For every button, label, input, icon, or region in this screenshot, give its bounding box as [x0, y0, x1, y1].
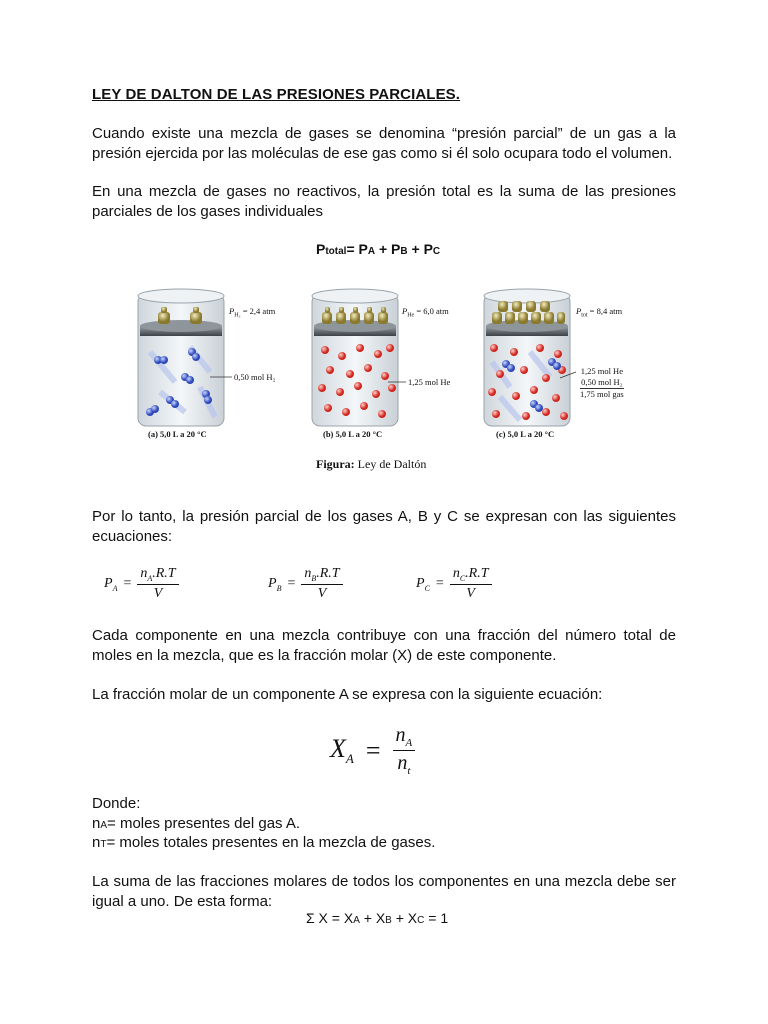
cylinder-c-moles: 1,25 mol He 0,50 mol H₂ 1,75 mol gas	[580, 366, 624, 399]
equation-pc: $P_C$ = $\frac{n_C.R.T}{V}$	[416, 566, 492, 602]
cylinder-c-pressure: $P_{tot} = 8,4$ atm	[576, 306, 623, 319]
paragraph-partial-pressure: Cuando existe una mezcla de gases se denomina “presión parcial” de un gas a la presión ejercida por las moléculas de ese gas como si él solo ocupara todo el volumen.	[92, 125, 676, 162]
cylinder-b-pressure: $P_{He} = 6,0$ atm	[402, 306, 449, 319]
cylinder-c-label: (c) 5,0 L a 20 °C	[496, 429, 555, 439]
paragraph-total-pressure: En una mezcla de gases no reactivos, la presión total es la suma de las presiones parciales de los gases individuales	[92, 183, 676, 220]
cylinder-b-moles: 1,25 mol He	[408, 377, 451, 387]
cylinder-c	[484, 289, 576, 426]
definition-na: nA= moles presentes del gas A.	[92, 815, 301, 832]
cylinder-a-pressure: $P_{H_2} = 2,4$ atm	[229, 306, 276, 319]
cylinder-b	[312, 289, 406, 426]
cylinder-a-moles: 0,50 mol H₂	[234, 372, 276, 382]
total-pressure-equation: Ptotal= PA + PB + PC	[316, 241, 441, 257]
donde-label: Donde:	[92, 795, 141, 812]
cylinder-a-label: (a) 5,0 L a 20 °C	[148, 429, 207, 439]
definition-nt: nT= moles totales presentes en la mezcla de gases.	[92, 834, 436, 851]
paragraph-equations-intro: Por lo tanto, la presión parcial de los gases A, B y C se expresan con las siguientes ecuaciones:	[92, 508, 676, 545]
paragraph-mole-fraction-equation-intro: La fracción molar de un componente A se expresa con la siguiente ecuación:	[92, 686, 603, 703]
dalton-figure	[130, 282, 650, 442]
cylinder-a	[138, 289, 232, 426]
equation-sum: Σ X = XA + XB + XC = 1	[306, 910, 449, 926]
paragraph-sum-of-fractions: La suma de las fracciones molares de todos los componentes en una mezcla debe ser igual a uno. De esta forma:	[92, 873, 676, 910]
paragraph-mole-fraction: Cada componente en una mezcla contribuye con una fracción del número total de moles en la mezcla, que es la fracción molar (X) de este componente.	[92, 627, 676, 664]
figure-caption: Figura: Ley de Daltón	[316, 457, 427, 471]
equation-pa: $P_A$ = $\frac{n_A.R.T}{V}$	[104, 566, 179, 602]
equation-pb: $P_B$ = $\frac{n_B.R.T}{V}$	[268, 566, 343, 602]
cylinders-illustration	[130, 282, 650, 442]
page-title: LEY DE DALTON DE LAS PRESIONES PARCIALES.	[92, 86, 461, 103]
equation-mole-fraction: $X_A$ = $\frac{n_A}{n_t}$	[330, 724, 415, 777]
cylinder-b-label: (b) 5,0 L a 20 °C	[323, 429, 383, 439]
